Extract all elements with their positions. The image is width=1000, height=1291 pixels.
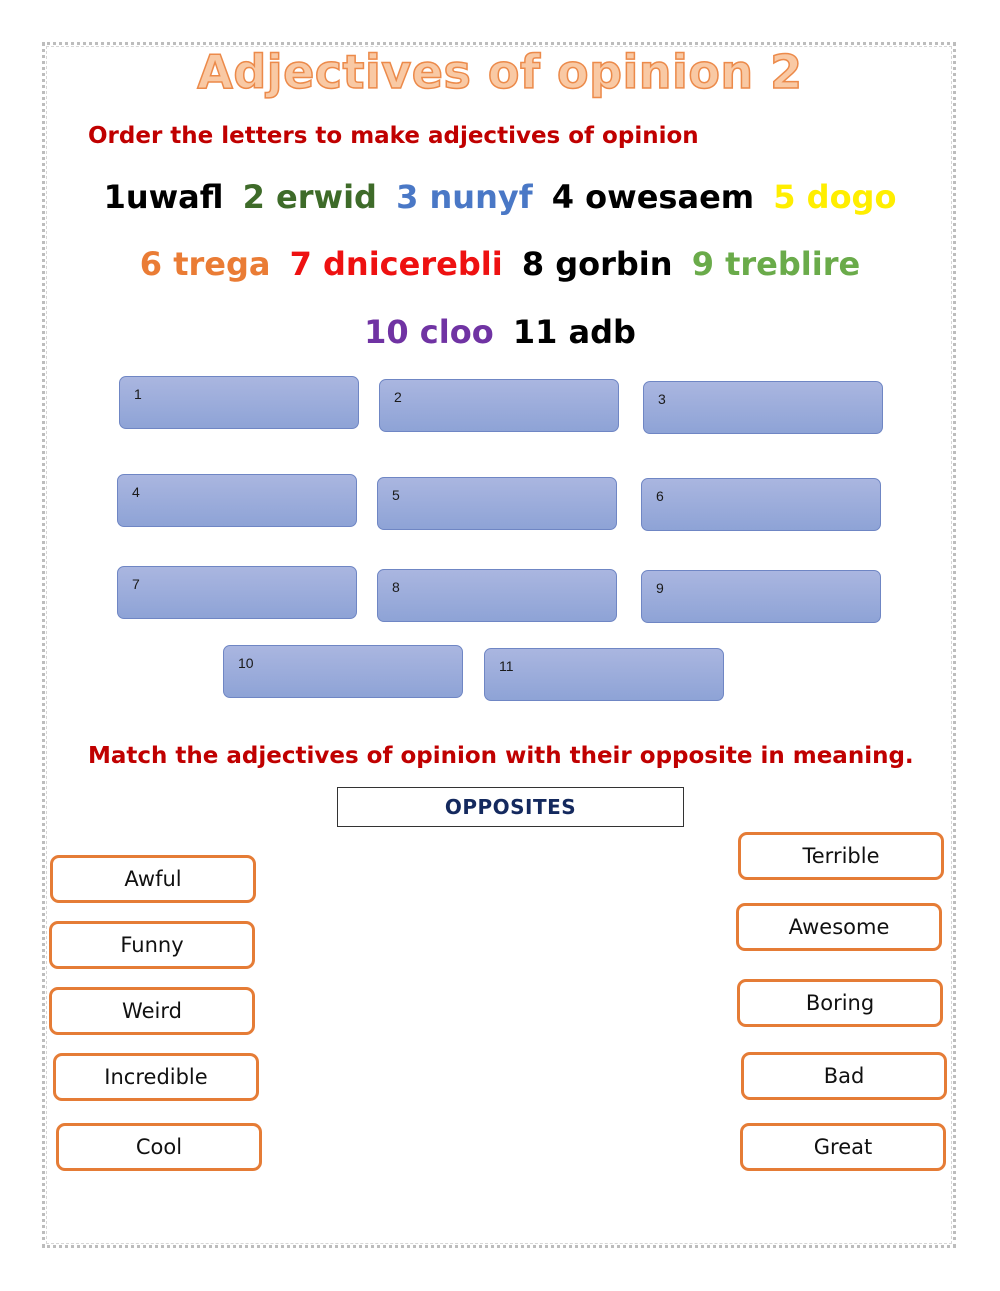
worksheet-title: Adjectives of opinion 2 [197, 45, 803, 99]
scrambled-number: 1 [103, 178, 126, 216]
scrambled-letters: dnicerebli [323, 245, 503, 283]
scrambled-letters: trega [173, 245, 271, 283]
scrambled-word-9 [692, 245, 861, 283]
scrambled-word-2 [243, 178, 377, 216]
scrambled-word-1 [104, 178, 224, 216]
scrambled-word-6 [140, 245, 271, 283]
opposites-header: OPPOSITES [337, 787, 684, 827]
instruction-match-opposites: Match the adjectives of opinion with their opposite in meaning. [88, 743, 914, 769]
scrambled-letters: nunyf [429, 178, 533, 216]
scrambled-number: 6 [139, 245, 163, 283]
answer-box-label: 6 [656, 488, 664, 504]
answer-box-label: 5 [392, 487, 400, 503]
scrambled-number: 4 [551, 178, 575, 216]
answer-box-9[interactable] [641, 570, 881, 623]
scrambled-words-line-2 [0, 242, 1000, 286]
match-left-funny[interactable]: Funny [49, 921, 255, 969]
match-left-cool[interactable]: Cool [56, 1123, 262, 1171]
answer-box-label: 2 [394, 389, 402, 405]
answer-box-label: 7 [132, 576, 140, 592]
answer-box-5[interactable] [377, 477, 617, 530]
scrambled-letters: treblire [725, 245, 861, 283]
answer-box-11[interactable] [484, 648, 724, 701]
scrambled-words-line-3 [0, 310, 1000, 354]
answer-box-1[interactable] [119, 376, 359, 429]
scrambled-letters: uwafl [125, 178, 224, 216]
scrambled-word-3 [396, 178, 533, 216]
scrambled-number: 5 [773, 178, 796, 216]
scrambled-number: 7 [289, 245, 312, 283]
scrambled-letters: erwid [276, 178, 377, 216]
scrambled-letters: dogo [806, 178, 897, 216]
scrambled-word-7 [290, 245, 503, 283]
instruction-order-letters: Order the letters to make adjectives of opinion [88, 123, 699, 149]
scrambled-number: 9 [691, 245, 714, 283]
answer-box-label: 8 [392, 579, 400, 595]
answer-box-label: 9 [656, 580, 664, 596]
match-left-weird[interactable]: Weird [49, 987, 255, 1035]
match-left-awful[interactable]: Awful [50, 855, 256, 903]
scrambled-letters: gorbin [555, 245, 673, 283]
match-right-awesome[interactable]: Awesome [736, 903, 942, 951]
answer-box-8[interactable] [377, 569, 617, 622]
scrambled-word-8 [522, 245, 673, 283]
answer-box-7[interactable] [117, 566, 357, 619]
answer-box-label: 4 [132, 484, 140, 500]
scrambled-word-11 [513, 313, 636, 351]
match-right-boring[interactable]: Boring [737, 979, 943, 1027]
scrambled-number: 10 [364, 313, 409, 351]
scrambled-number: 3 [396, 178, 419, 216]
answer-box-10[interactable] [223, 645, 463, 698]
answer-box-6[interactable] [641, 478, 881, 531]
scrambled-letters: adb [568, 313, 636, 351]
answer-box-3[interactable] [643, 381, 883, 434]
match-right-terrible[interactable]: Terrible [738, 832, 944, 880]
match-left-incredible[interactable]: Incredible [53, 1053, 259, 1101]
scrambled-word-5 [773, 178, 896, 216]
answer-box-4[interactable] [117, 474, 357, 527]
answer-box-label: 11 [499, 658, 514, 674]
match-right-bad[interactable]: Bad [741, 1052, 947, 1100]
scrambled-word-4 [552, 178, 754, 216]
answer-box-2[interactable] [379, 379, 619, 432]
scrambled-number: 8 [521, 245, 545, 283]
scrambled-number: 2 [242, 178, 265, 216]
scrambled-number: 11 [512, 313, 558, 351]
answer-box-label: 1 [134, 386, 142, 402]
answer-box-label: 3 [658, 391, 666, 407]
scrambled-letters: cloo [419, 313, 494, 351]
scrambled-word-10 [364, 313, 494, 351]
match-right-great[interactable]: Great [740, 1123, 946, 1171]
scrambled-letters: owesaem [585, 178, 755, 216]
scrambled-words-line-1 [0, 175, 1000, 219]
answer-box-label: 10 [238, 655, 254, 671]
